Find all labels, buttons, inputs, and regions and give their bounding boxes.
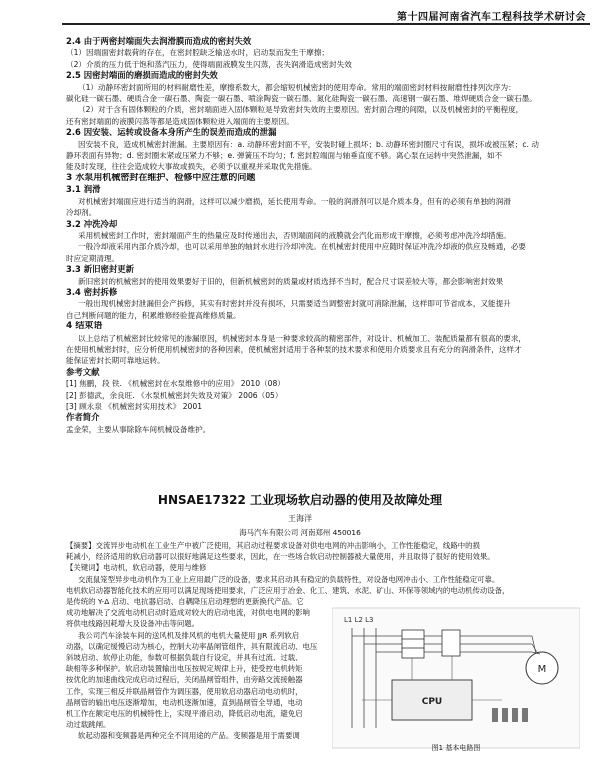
section-heading: 3 水泵用机械密封在维护、检修中应注意的问题: [66, 172, 256, 183]
text-line: 在使用机械密封时，应分析使用机械密封的各种因素，使机械密封适用于各种泵的技术要求和使用介质要求且有充分的润滑条件，这样才: [66, 344, 522, 354]
text-line: 自己判断问题的能力，积累维修经验提高维修质量。: [66, 310, 241, 320]
subsection-heading: 2.5 因密封端面的磨损而造成的密封失效: [66, 70, 218, 81]
text-line: （1）因端面密封载荷的存在，在密封腔缺乏输送水时，启动泵而发生干摩擦；: [66, 48, 330, 58]
text-line: 碳化硅一碳石墨、硬质合金一碳石墨、陶瓷一碳石墨、喷涂陶瓷一碳石墨、氮化硅陶瓷一碳石墨、高速钢一碳石墨、堆焊硬质合金一碳石墨。: [66, 94, 537, 104]
text-line: 采用机械密封工作时，密封端面产生的热量应及时传递出去，否则端面间的液膜就会汽化而形成干摩擦，必须考虑冲洗冷却措施。: [78, 230, 511, 240]
text-line: 能及时发现，往往会造成较大事故或损失，必须予以重视并采取优先措施。: [66, 162, 317, 172]
text-line: [2] 彭德武，余良旺. 《水泵机械密封失效及对策》 2006（05）: [66, 390, 283, 400]
figure-caption: 图1 基本电路图: [431, 744, 481, 752]
body-line: 晶闸管的输出电压逐渐增加，电动机逐渐加速，直到晶闸管全导通，电动: [66, 697, 303, 707]
text-line: 一般出现机械密封泄漏但会产拆修，其实有时密封并没有损坏，只需要适当调整密封就可消除泄漏，这样即可节省成本，又能提升: [78, 299, 511, 309]
text-line: 新旧密封的机械密封的使用效果要好于旧的，但新机械密封的质量或材质选择不当时，配合尺寸误差较大等，都会影响密封效果: [78, 276, 504, 286]
body-line: 工作，实现三相反并联晶闸管作为调压器，使用软启动器启动电动机时，: [66, 686, 303, 696]
body-line: 按优化的加速曲线完成启动过程后，关闭晶闸管组件，由旁路交流接触器: [66, 675, 303, 685]
text-line: 一般冷却液采用内部介质冷却，也可以采用单独的轴封水进行冷却冲洗。在机械密封使用中应随时保证冲洗冷却液的供应及畅通，必要: [78, 242, 527, 252]
text-line: [3] 顾永泉 《机械密封实用技术》 2001: [66, 402, 203, 411]
previous-article-section: [66, 36, 563, 435]
header-rule: [62, 23, 590, 25]
text-line: 孟金荣，主要从事除除车间机械设备维护。: [66, 424, 211, 434]
text-line: 冷却剂。: [66, 208, 97, 218]
keywords-line: 【关键词】电动机，软启动器，使用与维修: [66, 563, 207, 573]
intro-line: 是传统的 Y-Δ 启动、电抗器启动、自耦降压启动理想的更新换代产品。它: [66, 597, 304, 606]
subsection-heading: 3.4 密封拆修: [66, 286, 118, 297]
section-heading: 4 结束语: [66, 321, 103, 332]
text-line: 因安装不良，造成机械密封泄漏。主要原因有：a. 动静环密封面不平，安装时碰上损坏；b. 动静环密封圈尺寸有误，损坏或被压紧；c. 动: [78, 139, 539, 149]
motor-label: M: [537, 664, 547, 675]
text-line: （2）介质的压力低于饱和蒸汽压力，使得端面液膜发生闪蒸，丧失润滑造成密封失效: [66, 59, 352, 69]
body-line: 缺相等多种保护。软启动装置输出电压按规定规律上升，使受控电机转矩: [66, 664, 303, 674]
intro-line: 交流鼠笼型异步电动机作为工业上应用最广泛的设备，要求其启动具有稳定的负载特性，对设备电网冲击小、工作性能稳定可靠。: [78, 574, 500, 584]
abstract-line: 【摘要】交流异步电动机在工业生产中被广泛使用，其启动过程要求设备对供电电网的冲击影响小，工作性能稳定，线路中的损: [66, 541, 480, 550]
text-line: 对机械密封端面应进行适当的润滑，这样可以减少磨损，延长使用寿命。一般的润滑剂可以是介质本身，但有的必须有单独的润滑: [78, 196, 511, 206]
body-line: 软起动器和变频器是两种完全不同用途的产品。变频器是用于需要调: [78, 731, 300, 741]
input-phase-labels: L1 L2 L3: [344, 616, 374, 624]
subsection-heading: 3.1 润滑: [66, 184, 101, 195]
intro-line: 成功地解决了交流电动机启动时造成对较大的启动电流，对供电电网的影响: [66, 608, 310, 618]
text-line: [1] 焦鹏，段 铁. 《机械密封在水泵维修中的应用》 2010（08）: [66, 379, 285, 389]
body-line: 我公司汽车涂装车间的送风机及排风机的电机大量使用 JJR 系列软启: [78, 630, 300, 640]
body-line: 动过载跳闸。: [66, 720, 111, 730]
subsection-heading: 3.3 新旧密封更新: [66, 264, 135, 275]
text-line: 能保证密封长期可靠地运转。: [66, 356, 165, 366]
abstract-block: [66, 540, 563, 596]
article-title: HNSAE17322 工业现场软启动器的使用及故障处理: [157, 493, 443, 507]
subsection-heading: 作者简介: [66, 412, 100, 423]
running-header: 第十四届河南省汽车工程科技学术研讨会: [397, 12, 586, 23]
text-line: 以上总结了机械密封比较常见的渗漏原因，机械密封本身是一种要求较高的精密部件，对设计、机械加工、装配质量都有很高的要求，: [78, 333, 527, 343]
intro-line: 电机软启动器智能化技术的应用可以满足现场使用要求，广泛应用于冶金、化工、建筑、水泥、矿山、环保等领域内的电动机传动设备，: [66, 585, 510, 595]
abstract-line: 耗减小，经济适用的软启动器可以很好地满足这些要求，因此，在一些场合软启动控制器被大量使用，并且取得了很好的使用效果。: [66, 552, 495, 562]
left-column-text: [66, 596, 328, 742]
subsection-heading: 3.2 冲洗冷却: [66, 218, 118, 229]
text-line: （2）对于含有固体颗粒的介质，密封端面进入固体颗粒是导致密封失效的主要原因。密封面合理的间隙，以及机械密封的平衡程度，: [78, 105, 524, 115]
body-line: 斜坡启动、软停止功能，参数可根据负载自行设定，并具有过流、过载、: [66, 653, 303, 663]
text-line: （1）动静环密封面所用的材料耐磨性差，摩擦系数大，都会缩短机械密封的使用寿命。常用的端面密封材料按耐磨性排列次序为：: [78, 82, 516, 92]
text-line: 还有密封端面的液膜闪蒸等都是造成固体颗粒进入端面的主要原因。: [66, 116, 294, 126]
subsection-heading: 参考文献: [66, 366, 100, 377]
intro-line: 将供电线路因耗增大及设备冲击等问题。: [66, 619, 200, 629]
subsection-heading: 2.6 因安装、运转或设备本身所产生的误差而造成的泄漏: [66, 127, 277, 138]
body-line: 机工作在额定电压的机械特性上，实现平滑启动，降低启动电流，避免启: [66, 709, 303, 719]
article-affiliation: 海马汽车有限公司 河南郑州 450016: [239, 528, 361, 537]
circuit-diagram-figure: [332, 603, 580, 753]
text-line: 时应定期清理。: [66, 253, 120, 263]
article-author: 王海洋: [288, 514, 312, 523]
subsection-heading: 2.4 由于两密封端面失去润滑膜而造成的密封失效: [66, 36, 252, 46]
cpu-label: CPU: [421, 697, 443, 707]
body-line: 动器，以确定缓慢启动为核心，控制大功率晶闸管组件，具有限流启动、电压: [66, 641, 318, 651]
text-line: 静环表面有异物；d. 密封圈未紧或压紧力不够；e. 弹簧压不均匀；f. 密封腔端面与轴垂直度不够。离心泵在运转中突然泄漏，如不: [66, 151, 503, 161]
